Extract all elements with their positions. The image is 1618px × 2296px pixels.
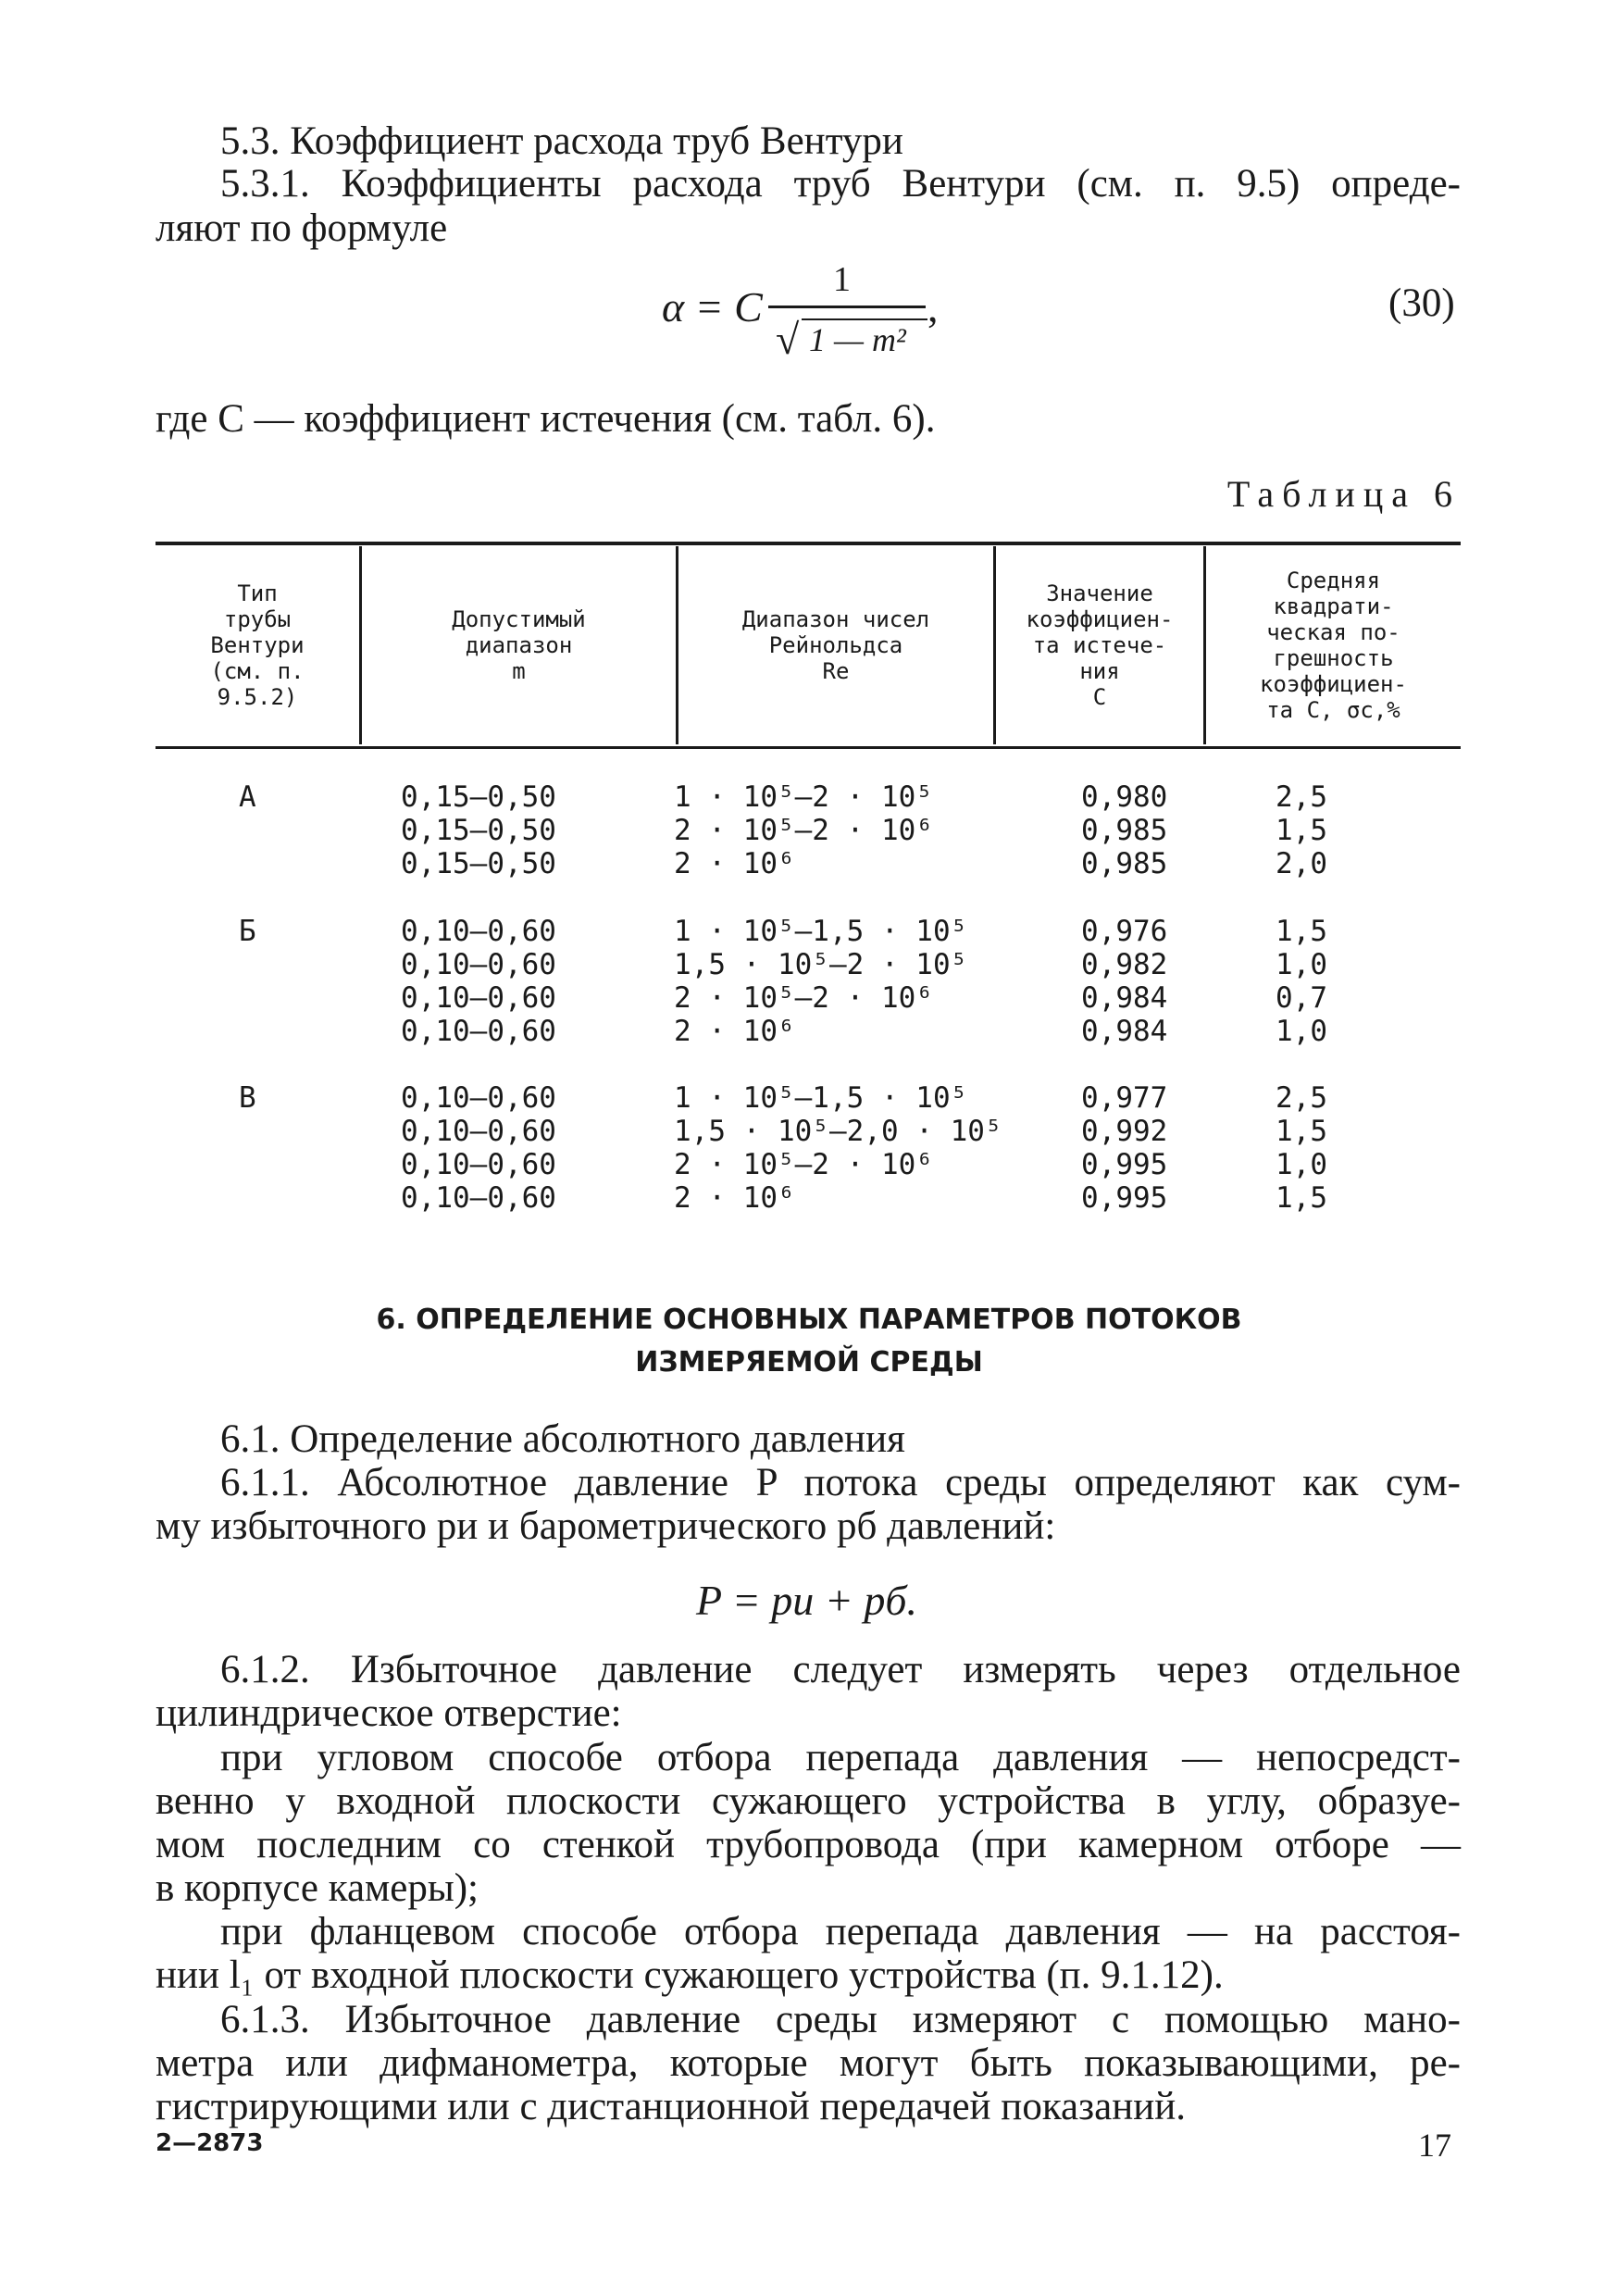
sqrt-sign: √ — [776, 316, 800, 363]
table-cell-m: 0,10—0,60 — [401, 948, 556, 981]
table-cell-c: 0,985 — [1081, 814, 1168, 847]
table-cell-m: 0,10—0,60 — [401, 1181, 556, 1215]
section-6-title-line2: ИЗМЕРЯЕМОЙ СРЕДЫ — [635, 1346, 983, 1379]
paragraph-6-1-3-line3: гистрирующими или с дистанционной передачей показаний. — [156, 2085, 1187, 2128]
formula-30-denominator: 1 — m² — [809, 321, 906, 358]
table-cell-c: 0,985 — [1081, 847, 1168, 880]
equation-number-30: (30) — [1388, 281, 1455, 325]
table-cell-c: 0,976 — [1081, 915, 1168, 948]
table-cell-error: 1,0 — [1276, 948, 1327, 981]
table-cell-error: 1,5 — [1276, 1115, 1327, 1148]
table-cell-m: 0,10—0,60 — [401, 1148, 556, 1181]
table-cell-error: 1,0 — [1276, 1015, 1327, 1048]
table-row — [156, 948, 1461, 981]
table-row — [156, 814, 1461, 847]
page-number: 17 — [1418, 2127, 1451, 2164]
table-cell-m: 0,10—0,60 — [401, 1115, 556, 1148]
table-cell-type: В — [239, 1081, 256, 1115]
paragraph-angle-line4: в корпусе камеры); — [156, 1866, 479, 1910]
table-cell-c: 0,982 — [1081, 948, 1168, 981]
fraction-bar — [768, 306, 926, 308]
table-cell-c: 0,995 — [1081, 1148, 1168, 1181]
formula-30-numerator: 1 — [833, 260, 851, 299]
paragraph-6-1-3-line2: метра или дифманометра, которые могут быть показывающими, ре- — [156, 2041, 1461, 2085]
table-cell-error: 2,5 — [1276, 780, 1327, 814]
table-cell-c: 0,984 — [1081, 981, 1168, 1015]
table-cell-type: Б — [239, 915, 256, 948]
table-cell-m: 0,10—0,60 — [401, 1081, 556, 1115]
formula-30-comma: , — [927, 283, 939, 331]
table-row — [156, 981, 1461, 1015]
table-cell-re: 1,5 · 10⁵—2 · 10⁵ — [674, 948, 968, 981]
table-cell-m: 0,10—0,60 — [401, 1015, 556, 1048]
table-cell-error: 1,5 — [1276, 915, 1327, 948]
table-cell-re: 2 · 10⁶ — [674, 1015, 795, 1048]
table-cell-re: 2 · 10⁵—2 · 10⁶ — [674, 1148, 933, 1181]
heading-6-1: 6.1. Определение абсолютного давления — [220, 1417, 905, 1461]
table-cell-re: 2 · 10⁶ — [674, 847, 795, 880]
table-cell-m: 0,15—0,50 — [401, 780, 556, 814]
table-cell-m: 0,15—0,50 — [401, 847, 556, 880]
formula-absolute-pressure: P = pи + pб. — [696, 1577, 917, 1624]
paragraph-angle-line1: при угловом способе отбора перепада давления — непосредст- — [220, 1736, 1461, 1779]
section-6-title-line1: 6. ОПРЕДЕЛЕНИЕ ОСНОВНЫХ ПАРАМЕТРОВ ПОТОКОВ — [376, 1304, 1242, 1336]
table-row — [156, 915, 1461, 948]
table-top-rule — [156, 542, 1461, 545]
table-caption: Таблица 6 — [1226, 473, 1461, 515]
table-cell-error: 1,0 — [1276, 1148, 1327, 1181]
table-group-b — [156, 915, 1461, 1048]
table-cell-error: 2,0 — [1276, 847, 1327, 880]
table-cell-re: 1,5 · 10⁵—2,0 · 10⁵ — [674, 1115, 1002, 1148]
table-cell-type: А — [239, 780, 256, 814]
table-row — [156, 780, 1461, 814]
table-row — [156, 847, 1461, 880]
table-cell-m: 0,10—0,60 — [401, 915, 556, 948]
table-cell-re: 2 · 10⁶ — [674, 1181, 795, 1215]
paragraph-6-1-2-line1: 6.1.2. Избыточное давление следует измерять через отдельное — [220, 1648, 1461, 1691]
paragraph-flange-line2: нии l₁ от входной плоскости сужающего устройства (п. 9.1.12). — [156, 1953, 1224, 1997]
table-cell-error: 1,5 — [1276, 1181, 1327, 1215]
table-header-cell: Значение коэффициен- та истече- ния C — [1026, 580, 1174, 710]
where-line: где C — коэффициент истечения (см. табл. 6). — [156, 397, 936, 441]
table-cell-re: 1 · 10⁵—1,5 · 10⁵ — [674, 1081, 968, 1115]
formula-30-lhs: α = C — [662, 283, 763, 331]
table-row — [156, 1081, 1461, 1115]
table-row — [156, 1115, 1461, 1148]
table-cell-c: 0,992 — [1081, 1115, 1168, 1148]
table-header-cell: Диапазон чисел Рейнольдса Re — [741, 606, 930, 684]
paragraph-angle-line2: венно у входной плоскости сужающего устройства в углу, образуе- — [156, 1779, 1461, 1823]
paragraph-angle-line3: мом последним со стенкой трубопровода (при камерном отборе — — [156, 1823, 1461, 1866]
paragraph-6-1-1-line1: 6.1.1. Абсолютное давление P потока среды определяют как сум- — [220, 1461, 1461, 1504]
table-cell-c: 0,980 — [1081, 780, 1168, 814]
table-header-cell: Тип трубы Вентури (см. п. 9.5.2) — [210, 580, 305, 710]
table-row — [156, 1181, 1461, 1215]
table-row — [156, 1148, 1461, 1181]
table-group-a — [156, 780, 1461, 880]
table-header-cell: Допустимый диапазон m — [452, 606, 586, 684]
table-cell-re: 2 · 10⁵—2 · 10⁶ — [674, 814, 933, 847]
footer-code: 2—2873 — [156, 2129, 264, 2157]
table-cell-c: 0,977 — [1081, 1081, 1168, 1115]
table-cell-error: 2,5 — [1276, 1081, 1327, 1115]
paragraph-flange-line1: при фланцевом способе отбора перепада давления — на расстоя- — [220, 1910, 1461, 1953]
table-header-cell: Средняя квадрати- ческая по- грешность коэффициен- та C, σc,% — [1260, 568, 1407, 723]
table-cell-error: 1,5 — [1276, 814, 1327, 847]
table-cell-re: 1 · 10⁵—2 · 10⁵ — [674, 780, 933, 814]
paragraph-5-3-1-line2: ляют по формуле — [156, 206, 448, 250]
table-cell-re: 1 · 10⁵—1,5 · 10⁵ — [674, 915, 968, 948]
paragraph-6-1-2-line2: цилиндрическое отверстие: — [156, 1691, 622, 1735]
heading-5-3: 5.3. Коэффициент расхода труб Вентури — [220, 119, 903, 163]
table-header-rule — [156, 746, 1461, 749]
table-cell-c: 0,984 — [1081, 1015, 1168, 1048]
paragraph-5-3-1-line1: 5.3.1. Коэффициенты расхода труб Вентури (см. п. 9.5) опреде- — [220, 162, 1461, 206]
table-cell-c: 0,995 — [1081, 1181, 1168, 1215]
table-row — [156, 1015, 1461, 1048]
table-cell-m: 0,15—0,50 — [401, 814, 556, 847]
paragraph-6-1-1-line2: му избыточного pи и барометрического pб давлений: — [156, 1504, 1056, 1548]
table-cell-re: 2 · 10⁵—2 · 10⁶ — [674, 981, 933, 1015]
table-cell-error: 0,7 — [1276, 981, 1327, 1015]
paragraph-6-1-3-line1: 6.1.3. Избыточное давление среды измеряют с помощью мано- — [220, 1998, 1461, 2041]
table-group-v — [156, 1081, 1461, 1215]
table-cell-m: 0,10—0,60 — [401, 981, 556, 1015]
